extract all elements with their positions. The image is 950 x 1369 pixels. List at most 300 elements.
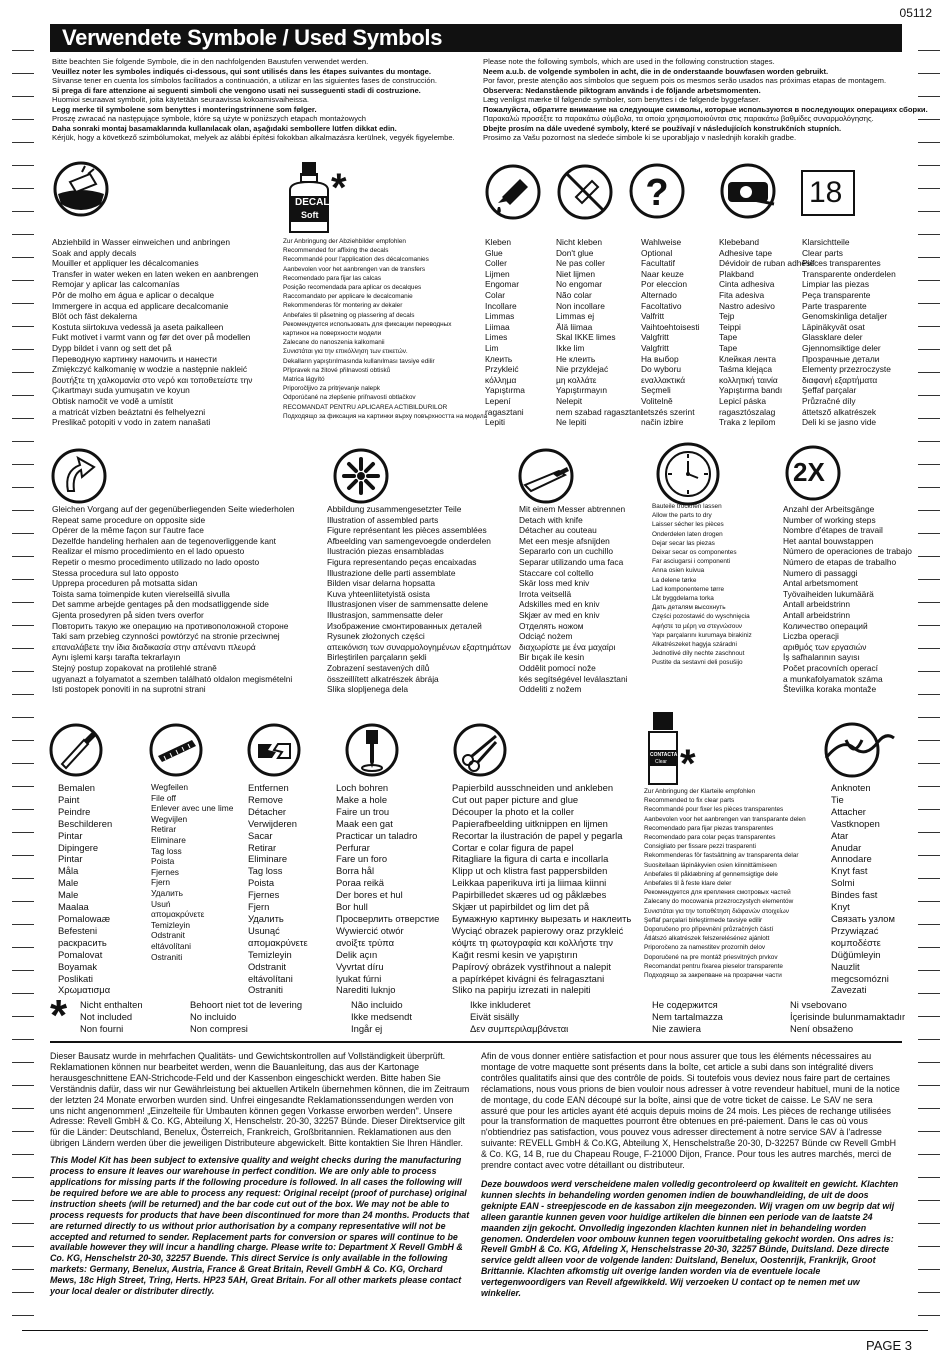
translation-line: Ne pas coller [556, 258, 605, 269]
translation-line: Ikke medsendt [351, 1010, 412, 1022]
margin-tick [12, 809, 34, 810]
translation-line: Remove [248, 793, 283, 805]
footer-line [22, 1330, 928, 1331]
margin-tick [12, 625, 34, 626]
translation-line: Glassklare deler [802, 332, 863, 343]
translation-line: Make a hole [336, 793, 388, 805]
margin-tick [12, 303, 34, 304]
translation-line: Temizleyin [151, 919, 191, 930]
translation-line: Mouiller et appliquer les décalcomanies [52, 258, 199, 269]
not-included-text-3 [351, 999, 412, 1035]
margin-tick [918, 234, 940, 235]
translation-line: διαχωρίστε με ένα μαχαίρι [519, 641, 616, 652]
translation-line: Sliko na papirju izrezati in nalepiti [452, 984, 591, 996]
margin-tick [918, 1269, 940, 1270]
translation-line: Behoort niet tot de levering [190, 999, 303, 1010]
translation-line: Illustration of assembled parts [327, 514, 439, 525]
translation-line: Liczba operacji [783, 631, 839, 642]
margin-tick [12, 717, 34, 718]
translation-line: Antall arbeidstrinn [783, 609, 851, 620]
translation-line: Количество операций [783, 620, 868, 631]
translation-line: Подходящо за фиксация на картинки върху повърхността на модела [283, 412, 488, 420]
translation-line: Preslikač potopiti v vodo in zatem nanašati [52, 417, 211, 428]
translation-line: No incluido [190, 1010, 237, 1022]
not-included-asterisk: * [50, 991, 68, 1040]
margin-tick [12, 1246, 34, 1247]
translation-line: Taśma klejąca [719, 364, 773, 375]
margin-tick [918, 924, 940, 925]
translation-line: Klipp ut och klistra fast pappersbilden [452, 865, 608, 877]
translation-line: Aanbevolen voor het aanbrengen van de transfers [283, 265, 426, 273]
no-glue-icon [556, 163, 614, 221]
translation-line: Blöt och fäst dekalerna [52, 311, 138, 322]
translation-line: Not included [80, 1010, 133, 1022]
translation-line: Клеить [485, 353, 513, 364]
translation-line: Faire un trou [336, 805, 390, 817]
margin-tick [918, 878, 940, 879]
intro-line: Læg venligst mærke til følgende symboler, som benyttes i de følgende byggefaser. [483, 95, 761, 104]
translation-line: Glue [485, 247, 503, 258]
margin-tick [12, 832, 34, 833]
translation-line: Laisser sécher les pièces [652, 521, 724, 529]
translation-line: Upprepa proceduren på motsatta sidan [52, 578, 198, 589]
margin-tick [918, 1085, 940, 1086]
margin-tick [918, 1200, 940, 1201]
margin-tick [12, 1085, 34, 1086]
translation-line: Remojar y aplicar las calcomanías [52, 279, 180, 290]
translation-line: κολλητική ταινία [719, 374, 778, 385]
translation-line: Fare un foro [336, 853, 388, 865]
translation-line: Fjern [151, 877, 171, 888]
translation-line: Isti postopek ponoviti in na suprotni strani [52, 684, 206, 695]
translation-line: Gjenta prosedyren på siden tvers overfor [52, 609, 204, 620]
translation-line: Separarlo con un cuchillo [519, 546, 614, 557]
intro-line: Please note the following symbols, which are used in the following construction stages. [483, 57, 775, 66]
margin-tick [12, 1200, 34, 1201]
translation-line: Läpinäkyvät osat [802, 321, 865, 332]
margin-tick [12, 556, 34, 557]
margin-tick [918, 556, 940, 557]
scale-number: 18 [809, 176, 843, 209]
translation-line: Knyt [831, 901, 850, 913]
translation-line: Tag loss [248, 865, 283, 877]
translation-line: Do wyboru [641, 364, 682, 375]
translation-line: µη κολλάτε [556, 374, 597, 385]
translation-line: La delene tørke [652, 576, 697, 584]
translation-line: Δεν συμπεριλαμβάνεται [470, 1022, 569, 1034]
repeat-count-badge [784, 444, 842, 502]
margin-tick [12, 947, 34, 948]
margin-tick [12, 1108, 34, 1109]
margin-tick [12, 372, 34, 373]
decal-soft-bottle-icon [284, 160, 334, 236]
translation-line: Borra hål [336, 865, 375, 877]
not-included-text-4 [470, 999, 568, 1035]
translation-line: Verwijderen [248, 817, 297, 829]
translation-line: ανοίξτε τρύπα [336, 936, 395, 948]
translation-line: Deixar secar os componentes [652, 549, 737, 557]
section-divider [50, 1041, 902, 1043]
margin-tick [918, 211, 940, 212]
translation-line: Matrica lágyító [283, 376, 325, 384]
translation-line: Dévidoir de ruban adhésif [719, 258, 815, 269]
remove-text [248, 782, 308, 996]
translation-line: Male [58, 877, 79, 889]
translation-line: Tape [719, 342, 738, 353]
translation-line: Far asciugarsi i componenti [652, 558, 731, 566]
translation-line: Yapı parçalarını kurumaya birakiniz [652, 631, 752, 639]
translation-line: Der bores et hul [336, 889, 403, 901]
margin-tick [918, 993, 940, 994]
translation-line: Engomar [485, 279, 519, 290]
intro-line: Daha sonraki montaj basamaklarında kullanılacak olan, aşağıdaki sembollere lütfen dikkat edin. [52, 123, 397, 133]
translation-line: Αφήστε τα μέρη να στεγνώσουν [652, 622, 743, 630]
translation-line: διαφανή εξαρτήματα [802, 374, 878, 385]
margin-tick [12, 510, 34, 511]
left-margin-ticks [12, 40, 34, 1330]
translation-line: Não incluido [351, 999, 403, 1010]
translation-line: Pustite da sestavni deli posušijo [652, 659, 743, 667]
translation-line: Klarsichtteile [802, 237, 850, 247]
translation-line: Facoltativo [641, 300, 682, 311]
margin-tick [918, 1292, 940, 1293]
translation-line: Recomendado para fijar las calcas [283, 274, 382, 282]
margin-tick [918, 717, 940, 718]
translation-line: Lijmen [485, 268, 510, 279]
translation-line: Anbefales til å feste klare deler [644, 880, 732, 888]
margin-tick [918, 510, 940, 511]
translation-line: Przykleić [485, 364, 519, 375]
translation-line: Incollare [485, 300, 517, 311]
intro-line: Bitte beachten Sie folgende Symbole, die in den nachfolgenden Baustufen verwendet werden. [52, 57, 369, 66]
assembled-parts-icon [332, 447, 390, 505]
translation-line: Не содержится [652, 999, 718, 1010]
margin-tick [918, 464, 940, 465]
translation-line: Rekommenderas för montering av dekaler [283, 302, 403, 310]
translation-line: Pintar [58, 829, 83, 841]
margin-tick [918, 188, 940, 189]
translation-line: Deli ki se jasno vide [802, 417, 877, 428]
translation-line: Skär loss med kniv [519, 578, 590, 589]
margin-tick [918, 1223, 940, 1224]
translation-line: Ostraniti [151, 951, 183, 962]
translation-line: Papirbilledet skæres ud og påklæbes [452, 889, 607, 901]
translation-line: Knyt fast [831, 865, 868, 877]
translation-line: Lad komponenterne tørre [652, 585, 725, 593]
margin-tick [918, 487, 940, 488]
service-de: Dieser Bausatz wurde in mehrfachen Qualitäts- und Gewichtskontrollen auf Vollständigkeit überprüft. Reklamationen können nur bearbeitet werden, wenn die Bauanleitung, das aus der Kartonage herausgeschnittene EAN-Strichcode-Feld und der Kassenbon eingeschickt werden. Bitte haben Sie Verständnis dafür, dass wir nur Gewährleistung bei aktuellen Artikeln übernehmen können, die im Zeitraum der letzten 24 Monate erworben wurden sind. Unfrei eingesandte Reklamationssendungen werden von uns nicht angenommen! „Einzelteile für Umbauten können gegen Vorkasse erworben werden". Unsere Adresse: Revell GmbH & Co. KG, Abteilung X, Henschelstr. 20-30, 32257 Bünde. Dieser Direktservice gilt für die Länder: Deutschland, Benelux, Österreich, Frankreich, Großbritannien. Reklamationen aus den übrigen Ländern werden über die jeweiligen Distributeure abgewickelt. Bitte kontaktien Sie Ihren Händler. [50, 1051, 470, 1149]
translation-line: раскрасить [58, 936, 107, 948]
svg-text:?: ? [645, 172, 669, 214]
margin-tick [918, 786, 940, 787]
translation-line: Allow the parts to dry [652, 512, 712, 520]
translation-line: Fjern [248, 901, 270, 913]
translation-line: Fukt motivet i varmt vann og før det over på modellen [52, 332, 251, 343]
translation-line: Ikke lim [556, 342, 585, 353]
margin-tick [12, 96, 34, 97]
translation-line: Eivät sisälly [470, 1010, 519, 1022]
paint-text [58, 782, 112, 996]
intro-line: Пожалуйста, обратите внимание на следующие символы, которые используются в последующих операциях сборки. [483, 104, 928, 114]
translation-line: Non compresi [190, 1022, 248, 1034]
translation-line: Immergere in acqua ed applicare decalcomanie [52, 300, 229, 311]
translation-line: Прозрачные детали [802, 353, 880, 364]
intro-line: Dbejte prosím na dále uvedené symboly, které se používají v následujících konstrukčních stupních. [483, 123, 842, 133]
translation-line: Recommandé pour fixer les pièces transparentes [644, 806, 784, 814]
translation-line: eltávolítani [151, 940, 192, 951]
margin-tick [918, 740, 940, 741]
margin-tick [12, 1016, 34, 1017]
translation-line: Annodare [831, 853, 872, 865]
margin-tick [918, 579, 940, 580]
translation-line: Illustrazione delle parti assemblate [327, 567, 456, 578]
translation-line: Detach with knife [519, 514, 583, 525]
margin-tick [12, 73, 34, 74]
translation-line: Удалить [248, 912, 284, 924]
translation-line: Alkatrészeket hagyja száradni [652, 641, 737, 649]
margin-tick [12, 855, 34, 856]
translation-line: Tape [719, 332, 738, 343]
translation-line: Cinta adhesiva [719, 279, 775, 290]
dry-parts-text [652, 502, 752, 668]
translation-line: Plakband [719, 268, 754, 279]
margin-tick [12, 211, 34, 212]
margin-tick [12, 257, 34, 258]
translation-line: Tag loss [151, 845, 182, 856]
translation-line: a munkafolyamatok száma [783, 673, 883, 684]
translation-line: κόψτε τη φωτογραφία και κολλήστε την [452, 936, 613, 948]
margin-tick [12, 970, 34, 971]
margin-tick [12, 1062, 34, 1063]
clock-dry-icon [652, 441, 724, 507]
glue-icon [484, 163, 542, 221]
translation-line: Abziehbild in Wasser einweichen und anbringen [52, 237, 231, 247]
margin-tick [918, 533, 940, 534]
translation-line: Cut out paper picture and glue [452, 793, 579, 805]
translation-line: a papírképet kivágni és felragasztani [452, 972, 605, 984]
translation-line: Attacher [831, 805, 866, 817]
translation-line: Repetir o mesmo procedimento utilizado no lado oposto [52, 556, 260, 567]
translation-line: Yapıştırma bandı [719, 385, 783, 396]
translation-line: Anzahl der Arbeitsgänge [783, 504, 875, 514]
translation-line: Zobrazení sestavených dílů [327, 662, 430, 673]
translation-line: Número de operaciones de trabajo [783, 546, 912, 557]
translation-line: Рекомендуется использовать для фиксации переводных [283, 320, 452, 328]
margin-tick [918, 418, 940, 419]
translation-line: Befesteni [58, 924, 98, 936]
margin-tick [12, 464, 34, 465]
translation-line: Usuń [151, 898, 171, 909]
file-off-text [151, 782, 233, 962]
translation-line: Anbefales til påklæbning af gennemsigtige dele [644, 870, 778, 878]
margin-tick [918, 625, 940, 626]
translation-line: Poraa reikä [336, 877, 384, 889]
translation-line: Recommended for affixing the decals [283, 247, 389, 255]
translation-line: Dekalların yapıştırılmasında kullanılması tavsiye edilir [283, 357, 435, 365]
translation-line: Lim [485, 342, 499, 353]
translation-line: Pomalowaæ [58, 912, 111, 924]
translation-line: Kostuta siirtokuva vedessä ja aseta paikalleen [52, 321, 224, 332]
translation-line: Переводную картинку намочить и нанести [52, 353, 217, 364]
translation-line: Zur Anbringung der Klarteile empfohlen [644, 788, 756, 795]
translation-line: Nicht kleben [556, 237, 603, 247]
asterisk-mark: * [331, 166, 347, 210]
translation-line: Aanbevolen voor het aanbrengen van transparante delen [644, 815, 806, 823]
margin-tick [918, 855, 940, 856]
translation-line: Retirar [248, 841, 277, 853]
translation-line: Priporočeno za namestitev prozornih delov [644, 944, 766, 952]
translation-line: Repeat same procedure on opposite side [52, 514, 206, 525]
translation-line: Peça transparente [802, 289, 871, 300]
intro-line: Proszę zwracać na następujące symbole, które są użyte w poniższych etapach montażowych [52, 114, 367, 123]
translation-line: Vyvrtat díru [336, 960, 384, 972]
margin-tick [918, 257, 940, 258]
margin-tick [918, 694, 940, 695]
contacta-sub-label: Clear [655, 759, 667, 765]
translation-line: Irrota veitsellä [519, 588, 572, 599]
translation-line: RECOMANDAT PENTRU APLICAREA ACTIBILDURILOR [283, 403, 448, 411]
translation-line: Priporočljivo za pritrjevanje nalepk [283, 385, 380, 393]
translation-line: Parte trasparente [802, 300, 867, 311]
translation-line: Не клеить [556, 353, 596, 364]
translation-line: Bor hull [336, 901, 368, 913]
translation-line: Elementy przezroczyste [802, 364, 891, 375]
service-en: This Model Kit has been subject to extensive quality and weight checks during the manufacturing process to ensure it leaves our warehouse in perfect condition. We are only able to process applications for missing parts if the following procedure is followed. In all cases the following will be required before we are able to process any request: Original receipt (proof of purchase) original instruction sheets (will be returned) and the bar code cut out of the box. We may not be able to process requests for products that have been discontinued for more than 24 months. Products that are returned directly to us without prior authorisation by a company representative will not be accepted and returned to sender. Replacement parts for conversion or spares will continue to be available however they will incur a handling charge. Please write to: Department X Revell GmbH & Co. KG, Henschelstr 20-30, 32257 Buende. This direct Service is only available in the following markets: Germany, Benelux, Austria, France & Great Britain, Revell GmbH & Co. KG, Orchard Mews, 18c High Street, Tring, Herts. HP23 5AH, Great Britain. For all other markets please contact your local dealer or distributer directly. [50, 1155, 470, 1297]
repeat-opposite-text [52, 504, 295, 695]
translation-line: Recommended to fix clear parts [644, 797, 735, 805]
service-left [50, 1051, 470, 1303]
translation-line: Wegfeilen [151, 782, 189, 792]
repeat-opposite-icon [50, 447, 108, 505]
translation-line: ugyanazt a folyamatot a szemben található oldalon megismételni [52, 673, 293, 684]
translation-line: Valfritt [641, 311, 665, 322]
translation-line: İçerisinde bulunmamaktadır [790, 1010, 906, 1022]
translation-line: Dipingere [58, 841, 99, 853]
assembled-parts-text [327, 504, 511, 695]
margin-tick [918, 901, 940, 902]
translation-line: Şeffaf parçalari birleştirmede tavsiye edilir [644, 916, 763, 924]
translation-line: Nombre d'étapes de travail [783, 525, 883, 536]
translation-line: Perfurar [336, 841, 370, 853]
translation-line: Gleichen Vorgang auf der gegenüberliegenden Seite wiederholen [52, 504, 295, 514]
paint-brush-icon [48, 722, 104, 778]
translation-line: Lepiti [485, 417, 506, 428]
translation-line: Limmas ej [556, 311, 595, 322]
not-included-text-1 [80, 999, 143, 1035]
translation-line: Отделять ножом [519, 620, 584, 631]
translation-line: Enlever avec une lime [151, 803, 234, 814]
decal-water-text [52, 237, 258, 428]
translation-line: Nicht enthalten [80, 999, 143, 1010]
margin-tick [918, 349, 940, 350]
translation-line: Odporúčané na zlepšenie priľnavosti obtlačkov [283, 394, 416, 402]
translation-line: Ikke inkluderet [470, 999, 531, 1010]
translation-line: Kağıt resmi kesin ve yapıştırın [452, 948, 578, 960]
optional-text [641, 237, 700, 428]
translation-line: Colar [485, 289, 506, 300]
translation-line: Numero di passaggi [783, 567, 858, 578]
translation-line: Volitelně [641, 395, 673, 406]
translation-line: Mit einem Messer abtrennen [519, 504, 626, 514]
translation-line: Odstranit [151, 930, 185, 941]
translation-line: Poista [248, 877, 275, 889]
margin-tick [12, 602, 34, 603]
translation-line: Рекомендуется для крепления смотровых частей [644, 889, 791, 897]
translation-line: Bauteile trocknen lassen [652, 503, 722, 510]
margin-tick [918, 648, 940, 649]
translation-line: Det samme arbejde gentages på den modsatliggende side [52, 599, 269, 610]
translation-line: Détacher au couteau [519, 525, 597, 536]
translation-line: Toista sama toimenpide kuten vierelseillä sivulla [52, 588, 230, 599]
margin-tick [12, 993, 34, 994]
translation-line: Wywiercić otwór [336, 924, 404, 936]
translation-line: Nauzlit [831, 960, 860, 972]
translation-line: összeillített alkatrészek ábrája [327, 673, 439, 684]
translation-line: Limmas [485, 311, 515, 322]
translation-line: Števiilka koraka montaže [783, 684, 877, 695]
translation-line: Practicar un taladro [336, 829, 418, 841]
clear-parts-text [802, 237, 896, 428]
translation-line: megcsomózni [831, 972, 889, 984]
margin-tick [918, 303, 940, 304]
translation-line: Удалить [151, 887, 183, 898]
translation-line: Zalecane do nanoszenia kalkomanii [283, 339, 385, 347]
knot-tie-icon [822, 718, 898, 780]
margin-tick [918, 1108, 940, 1109]
translation-line: Wyciąć obrazek papierowy oraz przykleić [452, 924, 624, 936]
translation-line: tetszés szerint [641, 406, 695, 417]
page-title: Verwendete Symbole / Used Symbols [50, 24, 902, 52]
margin-tick [12, 671, 34, 672]
translation-line: картинок на поверхности модели [283, 330, 382, 338]
translation-line: Optional [641, 247, 673, 258]
translation-line: Bemalen [58, 782, 96, 793]
margin-tick [918, 1315, 940, 1316]
translation-line: Vastknopen [831, 817, 880, 829]
translation-line: Usunąć [248, 924, 280, 936]
translation-line: Ne lepiti [556, 417, 587, 428]
decal-soft-text [283, 237, 487, 421]
knife-icon [517, 447, 575, 505]
translation-line: Met een mesje afsnijden [519, 535, 610, 546]
intro-line: Por favor, preste atenção aos símbolos que seguem pois os mesmos serão usados nas próximas etapas de montagem. [483, 76, 887, 85]
translation-line: Wegvijlen [151, 813, 188, 824]
intro-line: Legg merke til symbolene som benyttes i monteringstrinnene som følger. [52, 104, 317, 114]
adhesive-tape-icon [718, 162, 780, 220]
translation-line: Odciąć nożem [519, 631, 573, 642]
translation-line: kés segítségével leválasztani [519, 673, 628, 684]
translation-line: επαναλάβετε την ίδια διαδικασία στην απέναντι πλευρά [52, 641, 256, 652]
margin-tick [12, 1269, 34, 1270]
right-margin-ticks [918, 40, 940, 1330]
asterisk-mark-2: * [680, 742, 696, 786]
translation-line: Número de etapas de trabalho [783, 556, 897, 567]
translation-line: Maak een gat [336, 817, 393, 829]
intro-line: Prosimo za Vašu pozornost na sledeće simbole ki se uporabljajo v naslednjih korakih gradbe. [483, 133, 797, 142]
translation-line: Průzračné díly [802, 395, 856, 406]
translation-line: Entfernen [248, 782, 289, 793]
translation-line: Kleben [485, 237, 512, 247]
translation-line: Découper la photo et la coller [452, 805, 574, 817]
translation-line: Adhesive tape [719, 247, 773, 258]
margin-tick [918, 809, 940, 810]
translation-line: Nie przyklejać [556, 364, 609, 375]
margin-tick [918, 671, 940, 672]
translation-line: Onderdelen laten drogen [652, 530, 723, 538]
translation-line: Figura representando peças encaixadas [327, 556, 477, 567]
translation-line: απομακρύνετε [248, 936, 308, 948]
translation-line: Dejar secar las piezas [652, 539, 715, 547]
